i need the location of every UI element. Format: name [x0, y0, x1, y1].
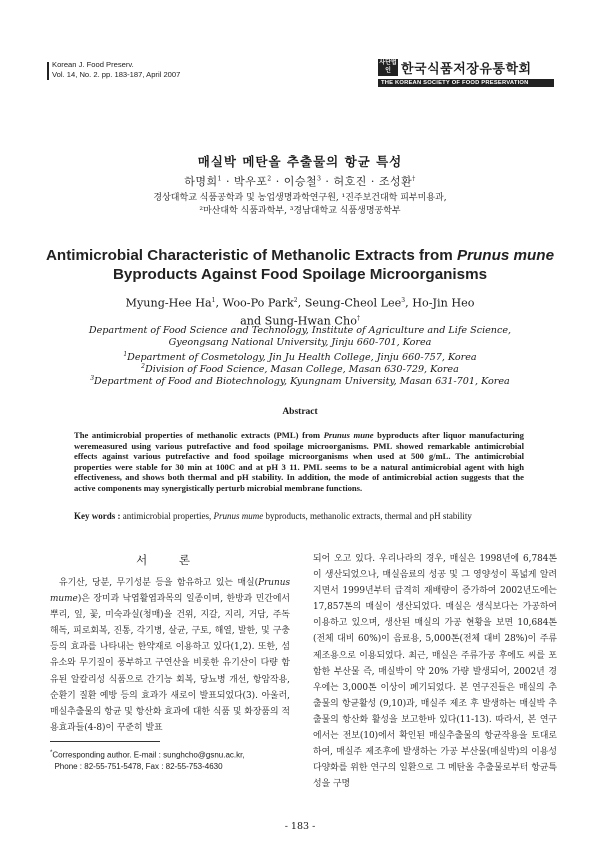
english-affiliation: $^3$Department of Food and Biotechnology, Kyungnam University, Masan 631-701, Korea [90, 375, 510, 388]
society-mark: 사단법인 [379, 60, 397, 74]
korean-authors: 하명희$^1$ · 박우포$^2$ · 이승철$^3$ · 허호진 · 조성환† [184, 175, 416, 188]
keywords-label: Key words : [74, 511, 121, 521]
journal-bar [47, 62, 49, 80]
korean-affiliation-2: ²마산대학 식품과학부, ³경남대학교 식품생명공학부 [199, 206, 401, 216]
korean-title: 매실박 메탄올 추출물의 항균 특성 [197, 154, 403, 169]
english-affiliation: $^1$Department of Cosmetology, Jin Ju Health College, Jinju 660-757, Korea [123, 351, 477, 364]
footnote-rule [50, 741, 160, 742]
intro-right-column: 되어 오고 있다. 우리나라의 경우, 매실은 1998년에 6,784톤이 생산되었으나, 매실음료의 성공 및 그 영양성이 폭넓게 알려지면서 1999년부터 급격히 재배량이 증가하여 2002년도에는 17,857톤의 매실이 생산되었다. 매실은 생식보다는 가공하여 이용하고 있으며, 생산된 매실의 가공 현황을 보면 10,684톤(전체 대비 60%)이 음료용, 5,000톤(전체 대비 28%)이 주류제조용으로 이용되었다. 최근, 매실은 주류가공 후에도 씨를 포함한 부산물 즉, 매실박이 약 20% 가량 발생되어, 2002년 경우에는 3,000톤 이상이 폐기되었다. 본 연구진들은 매실의 추출물의 항균활성 (9,10)과, 매실주 제조 후 발생하는 매실박 추출물의 항산화 활성을 보고한바 있다(11-13). 따라서, 본 연구에서는 전보(10)에서 확인된 매실추출물의 항균작용을 토대로 하여, 매실주 제조후에 발생하는 가공 부산물(매실박)의 이용성 다양화를 위한 연구의 일환으로 그 메탄올 추출물로부터 항균특성을 구명 [313, 554, 557, 790]
keywords: Key words : antimicrobial properties, Prunus mume byproducts, methanolic extracts, thermal and pH stability [74, 511, 472, 521]
english-affiliation: $^2$Division of Food Science, Masan College, Masan 630-729, Korea [141, 363, 459, 376]
english-title: Antimicrobial Characteristic of Methanolic Extracts from Prunus mune Byproducts Against Food Spoilage Microorganisms [45, 247, 555, 283]
page-number: - 183 - [284, 821, 316, 832]
journal-name: Korean J. Food Preserv. [52, 60, 134, 69]
title-species: Prunus mune [456, 247, 555, 264]
introduction-heading: 서 론 [136, 553, 204, 567]
intro-left-column: 유기산, 당분, 무기성분 등을 함유하고 있는 매실(Prunus mume)은 장미과 낙엽활엽과목의 일종이며, 한방과 민간에서 뿌리, 잎, 꽃, 미숙과실(청매)을 건위, 지갈, 지리, 거담, 주독 해독, 피로회복, 진통, 각기병, 살균, 구토, 해열, 발한, 및 구충 등의 효과를 나타내는 한약재로 이용하고 있다(1,2). 또한, 섬유소와 무기질이 풍부하고 구연산을 비롯한 유기산이 다량 함유된 알칼리성 식품으로 간기능 회복, 당뇨병 개선, 항암작용, 순환기 질환 예방 등의 효과가 새로이 발표되었다(3). 아울러, 매실추출물의 항균 및 항산화 효과에 대한 식품 및 화장품의 적용효과들(4-8)이 꾸준히 발표 [50, 578, 290, 733]
abstract-body: The antimicrobial properties of methanolic extracts (PML) from Prunus mune byproducts after liquor manufacturing weremeasured using various putrefactive and food spoilage microorganisms. PML showed remarkable antimicrobial effects against various putrefactive and food spoilage microorganisms when used at 500 g/mL. The antimicrobial properties were stable for 30 min at 100C and at pH 3 11. PML seems to be a natural antimicrobial agent with high effectiveness, and shows both thermal and pH stability. In addition, the mode of antimicrobial action suggests that the active components may synergistically perturb microbial membrane functions. [74, 430, 524, 493]
society-name-en: THE KOREAN SOCIETY OF FOOD PRESERVATION [378, 79, 554, 87]
journal-citation [52, 60, 180, 79]
corresponding-author-footnote: *Corresponding author. E-mail : sunghcho@gsnu.ac.kr, Phone : 82-55-751-5478, Fax : 82-55-753-4630 [50, 750, 245, 772]
kr-author: 박우포 [234, 175, 268, 188]
abstract-heading: Abstract [282, 407, 318, 417]
kr-author: 허호진 [333, 175, 367, 188]
society-name-kr: 한국식품저장유통학회 [401, 61, 532, 76]
english-authors: Myung-Hee Ha$^1$, Woo-Po Park$^2$, Seung-Cheol Lee$^3$, Ho-Jin Heo and Sung-Hwan Cho† [125, 296, 475, 328]
society-logo [378, 58, 554, 87]
english-affiliation: Gyeongsang National University, Jinju 660-701, Korea [168, 337, 432, 348]
kr-author: 이승철 [283, 175, 318, 188]
journal-volume: Vol. 14, No. 2. pp. 183-187, April 2007 [52, 69, 181, 79]
english-affiliation: Department of Food Science and Technology, Institute of Agriculture and Life Science, [88, 325, 512, 336]
kr-author: 하명희 [184, 175, 218, 188]
kr-author: 조성환 [378, 175, 413, 188]
korean-affiliation-1: 경상대학교 식품공학과 및 농업생명과학연구원, ¹진주보건대학 피부미용과, [153, 193, 447, 203]
